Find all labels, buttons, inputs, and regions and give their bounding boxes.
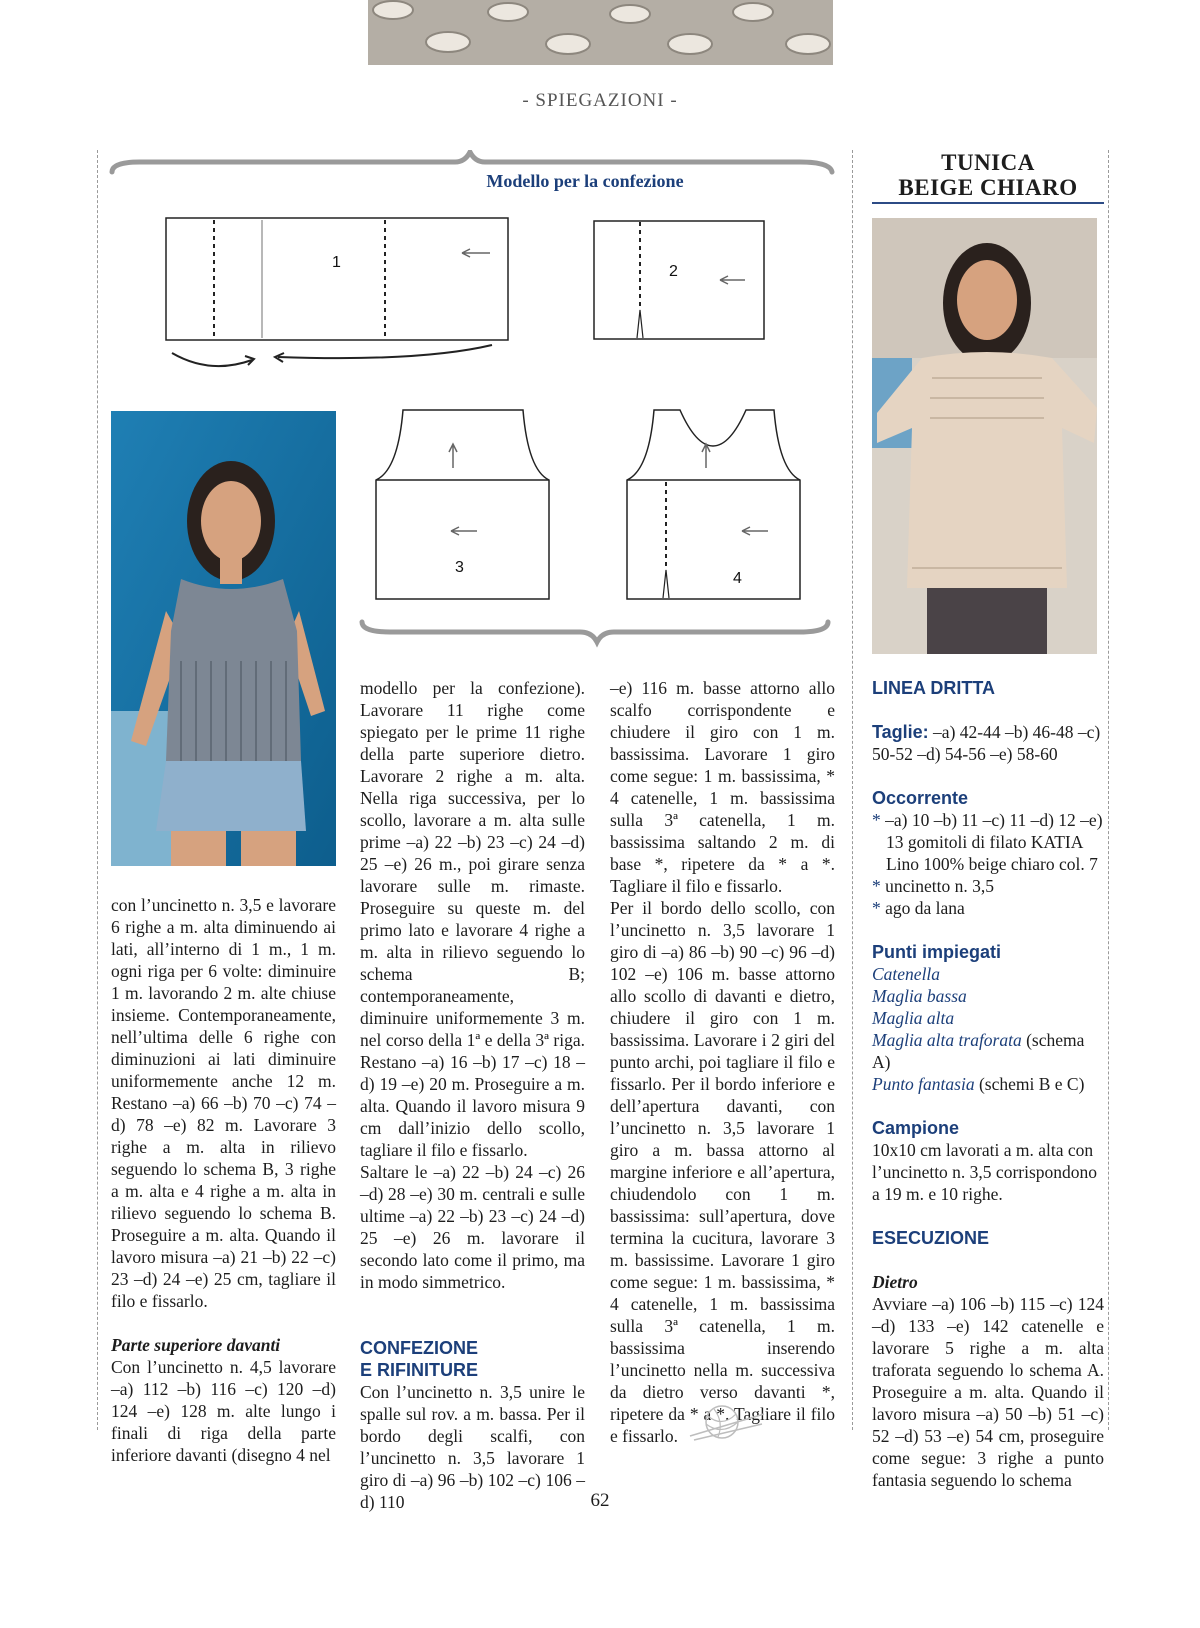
piece-label-4: 4 <box>733 570 742 587</box>
sidebar-title <box>872 150 1104 204</box>
up-arrow-icon <box>702 444 710 468</box>
col1-heading: Parte superiore davanti <box>111 1335 281 1355</box>
model-photo-grey-top <box>111 411 336 866</box>
column-3 <box>610 677 835 1447</box>
sidebar-specs <box>872 677 1104 1491</box>
confezione-heading-line-2: E RIFINITURE <box>360 1360 479 1380</box>
occorrente-list <box>872 809 1104 919</box>
piece-4-outline <box>627 410 800 599</box>
column-1 <box>111 894 336 1466</box>
campione-heading: Campione <box>872 1118 960 1138</box>
list-item: * ago da lana <box>872 898 965 918</box>
dietro-text: Avviare –a) 106 –b) 115 –c) 124 –d) 133 –e) 142 catenelle e lavorare 5 righe a m. alta traforata seguendo lo schema A. Proseguire a m. alta. Quando il lavoro misura –a) 50 –b) 51 –c) 52 –d) 53 –e) 54 cm, proseguire come segue: 3 righe a punto fantasia seguendo lo schema <box>872 1294 1104 1490</box>
slit-mark <box>637 310 643 338</box>
esecuzione-heading: ESECUZIONE <box>872 1228 990 1248</box>
taglie <box>872 721 1104 765</box>
col2-paragraph: Con l’uncinetto n. 3,5 unire le spalle sul rov. a m. bassa. Per il bordo degli scalfi, con l’uncinetto n. 3,5 lavorare 1 giro di –a) 96 –b) 102 –c) 106 –d) 110 <box>360 1382 585 1512</box>
work-direction-arrow-icon <box>742 527 768 535</box>
piece-label-1: 1 <box>332 254 341 271</box>
piece-label-2: 2 <box>669 263 678 280</box>
lace-stitch-photo <box>368 0 833 65</box>
column-rule-left <box>97 150 98 1430</box>
confezione-heading-line-1: CONFEZIONE <box>360 1338 479 1358</box>
dietro-heading: Dietro <box>872 1272 918 1292</box>
punti-list <box>872 963 1104 1095</box>
col3-paragraph: –e) 116 m. basse attorno allo scalfo corrispondente e chiudere il giro con 1 m. bassissima. Lavorare 1 giro come segue: 1 m. bassissima, * 4 catenelle, 1 m. bassissima sulla 3ª catenella, 1 m. bassissima saltando 2 m. di base *, ripetere da * a *. Tagliare il filo e fissarlo. <box>610 678 835 896</box>
diagram-title: Modello per la confezione <box>486 171 684 191</box>
list-item: Maglia alta <box>872 1008 955 1028</box>
sidebar-title-line-1: TUNICA <box>941 150 1035 175</box>
col3-paragraph: Per il bordo dello scollo, con l’uncinetto n. 3,5 lavorare 1 giro di –a) 86 –b) 90 –c) 96 –d) 102 –e) 106 m. basse attorno allo scollo di davanti e dietro, chiudere il giro con 1 m. bassissima. Lavorare i 2 giri del punto archi, poi tagliare il filo e fissarlo. Per il bordo inferiore e dell’apertura davanti, con l’uncinetto n. 3,5 lavorare 1 giro a m. bassa attorno al margine inferiore e all’apertura, chiudendolo con 1 m. bassissima: sull’apertura, dove termina la cucitura, lavorare 3 m. bassissime. Lavorare 1 giro come segue: 1 m. bassissima, * 4 catenelle, 1 m. bassissima sulla 3ª catenella, 1 m. bassissima inserendo l’uncinetto nella m. successiva da dietro verso davanti *, ripetere da * a *. Tagliare il filo e fissarlo. <box>610 898 835 1446</box>
section-header: - SPIEGAZIONI - <box>522 90 678 111</box>
column-rule-mid <box>852 150 853 1430</box>
fold-arrow-icon <box>278 345 492 358</box>
bottom-brace <box>362 622 828 642</box>
taglie-value: –a) 42-44 –b) 46-48 –c) 50-52 –d) 54-56 –e) 58-60 <box>872 722 1101 764</box>
list-item: Catenella <box>872 964 941 984</box>
work-direction-arrow-icon <box>462 249 490 257</box>
up-arrow-icon <box>449 444 457 468</box>
occorrente-heading: Occorrente <box>872 788 969 808</box>
list-item: * uncinetto n. 3,5 <box>872 876 994 896</box>
page-number: 62 <box>590 1490 610 1511</box>
piece-label-3: 3 <box>455 559 464 576</box>
column-rule-right <box>1108 150 1109 1430</box>
list-item: Maglia bassa <box>872 986 967 1006</box>
list-item: Punto fantasia (schemi B e C) <box>872 1074 1085 1094</box>
model-photo-beige-tunic <box>872 218 1097 654</box>
col1-paragraph: Con l’uncinetto n. 4,5 lavorare –a) 112 –b) 116 –c) 120 –d) 124 –e) 128 m. alte lungo i finali di riga della parte inferiore davanti (disegno 4 nel <box>111 1357 336 1465</box>
confezione-heading <box>360 1337 585 1381</box>
yarn-ball-icon <box>688 1402 766 1442</box>
work-direction-arrow-icon <box>720 276 745 284</box>
col1-paragraph: con l’uncinetto n. 3,5 e lavorare 6 righe a m. alta diminuendo ai lati, all’interno di 1 m., 1 m. ogni riga per 6 volte: diminuire 1 m. lavorando 2 m. alte chiuse insieme. Contemporaneamente, nell’ultima delle 6 righe con diminuzioni ai lati diminuire uniformemente anche 12 m. Restano –a) 66 –b) 70 –c) 74 –d) 78 –e) 82 m. Lavorare 3 righe a m. alta in rilievo seguendo lo schema B, 3 righe a m. alta e 4 righe a m. alta in rilievo seguendo lo schema B. Proseguire a m. alta. Quando il lavoro misura –a) 21 –b) 22 –c) 23 –d) 24 –e) 25 cm, tagliare il filo e fissarlo. <box>111 895 336 1311</box>
taglie-label: Taglie: <box>872 722 929 742</box>
fold-arrow-icon <box>172 353 252 366</box>
slit-mark <box>663 570 669 598</box>
col2-paragraph: Saltare le –a) 22 –b) 24 –c) 26 –d) 28 –e) 30 m. centrali e sulle ultime –a) 22 –b) 23 –c) 24 –d) 25 –e) 26 m. lavorare il secondo lato come il primo, ma in modo simmetrico. <box>360 1162 585 1292</box>
piece-1-outline <box>166 218 508 340</box>
sidebar-title-line-2: BEIGE CHIARO <box>898 175 1078 200</box>
linea-heading: LINEA DRITTA <box>872 678 995 698</box>
punti-heading: Punti impiegati <box>872 942 1002 962</box>
list-item: Maglia alta traforata (schema A) <box>872 1030 1085 1072</box>
top-brace <box>112 152 832 172</box>
col2-paragraph: modello per la confezione). Lavorare 11 righe come spiegato per le prime 11 righe della parte superiore dietro. Lavorare 2 righe a m. alta. Nella riga successiva, per lo scollo, lavorare a m. alta sulle prime –a) 22 –b) 23 –c) 24 –d) 25 –e) 26 m., poi girare senza lavorare sulle m. rimaste. Proseguire su queste m. del primo lato e lavorare 4 righe a m. alta in rilievo seguendo lo schema B; contemporaneamente, diminuire uniformemente 3 m. nel corso della 1ª e della 3ª riga. Restano –a) 16 –b) 17 –c) 18 –d) 19 –e) 20 m. Proseguire a m. alta. Quando il lavoro misura 9 cm dall’inizio dello scollo, tagliare il filo e fissarlo. <box>360 678 585 1160</box>
list-item: * –a) 10 –b) 11 –c) 11 –d) 12 –e) 13 gomitoli di filato KATIA Lino 100% beige chiaro col. 7 <box>872 810 1103 874</box>
work-direction-arrow-icon <box>451 527 477 535</box>
column-2 <box>360 677 585 1513</box>
campione-text: 10x10 cm lavorati a m. alta con l’uncinetto n. 3,5 corrispondono a 19 m. e 10 righe. <box>872 1140 1098 1204</box>
